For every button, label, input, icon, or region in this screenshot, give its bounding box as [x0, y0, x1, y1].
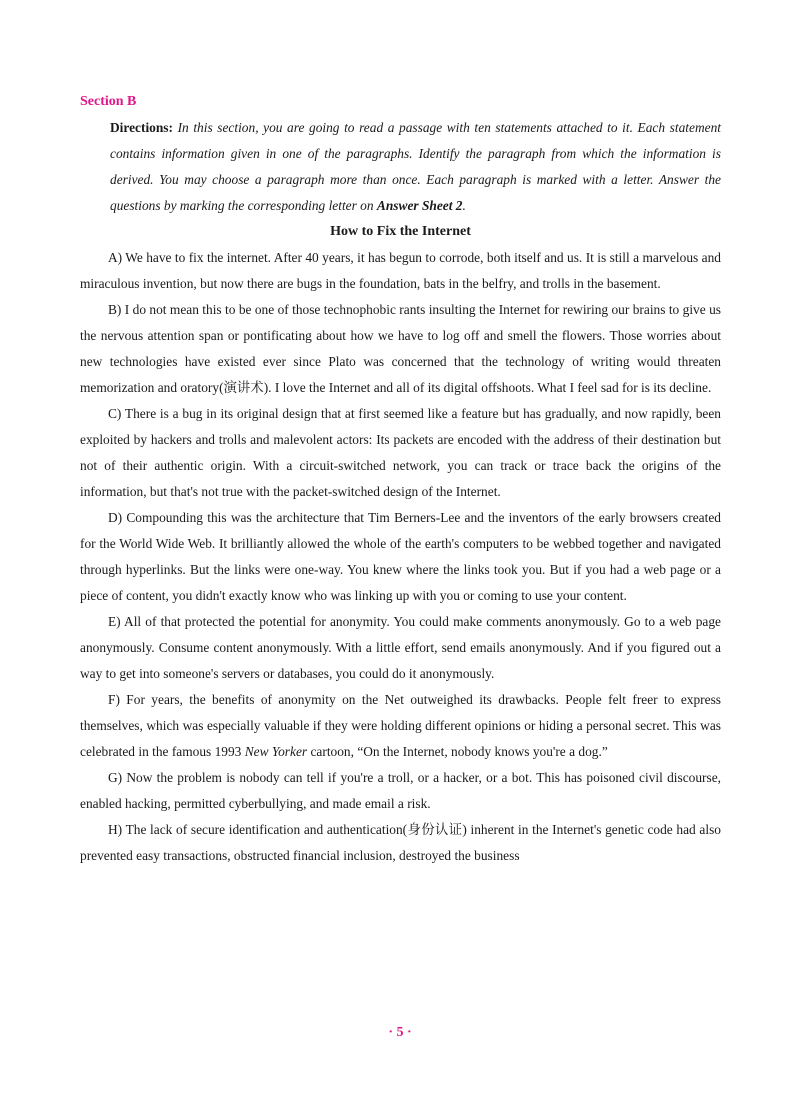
directions-text: In this section, you are going to read a passage with ten statements attached to it. Each statement contains information given in one of the paragraphs. Identify the paragraph from which the information is derived. You may choose a paragraph more than once. Each paragraph is marked with a letter. Answer the questions by marking the corresponding letter on	[110, 120, 721, 213]
directions	[80, 115, 721, 219]
answer-sheet-label: Answer Sheet 2	[376, 198, 463, 213]
paragraph-f	[80, 687, 721, 765]
directions-end: .	[462, 198, 466, 213]
paragraph-f-text-before: F) For years, the benefits of anonymity on the Net outweighed its drawbacks. People felt freer to express themselves, which was especially valuable if they were holding different opinions or hiding a personal secret. This was celebrated in the famous 1993	[80, 692, 721, 759]
paragraph-c: C) There is a bug in its original design that at first seemed like a feature but has gradually, and now rapidly, been exploited by hackers and trolls and malevolent actors: Its packets are encoded with the address of their destination but not of their authentic origin. With a circuit-switched network, you can track or trace back the origins of the information, but that's not true with the packet-switched design of the Internet.	[80, 406, 721, 499]
directions-separator: :	[168, 120, 173, 135]
page-content	[80, 89, 721, 869]
article-title: How to Fix the Internet	[330, 224, 471, 239]
paragraph-b: B) I do not mean this to be one of those technophobic rants insulting the Internet for rewiring our brains to give us the nervous attention span or pontificating about how we have to log off and smell the flowers. Those worries about new technologies have existed ever since Plato was concerned that the technology of writing would threaten memorization and oratory(演讲术). I love the Internet and all of its digital offshoots. What I feel sad for is its decline.	[80, 302, 721, 395]
new-yorker-title: New Yorker	[244, 744, 308, 759]
directions-body	[80, 115, 721, 219]
directions-label: Directions	[110, 120, 169, 135]
paragraph-a: A) We have to fix the internet. After 40 years, it has begun to corrode, both itself and us. It is still a marvelous and miraculous invention, but now there are bugs in the foundation, bats in the belfry, and trolls in the basement.	[80, 250, 721, 291]
paragraph-h: H) The lack of secure identification and authentication(身份认证) inherent in the Internet's genetic code had also prevented easy transactions, obstructed financial inclusion, destroyed the business	[80, 822, 721, 863]
paragraph-g: G) Now the problem is nobody can tell if you're a troll, or a hacker, or a bot. This has poisoned civil discourse, enabled hacking, permitted cyberbullying, and made email a risk.	[80, 770, 721, 811]
page-number: · 5 ·	[388, 1025, 412, 1040]
section-title: Section B	[80, 94, 137, 109]
paragraph-e: E) All of that protected the potential for anonymity. You could make comments anonymously. Go to a web page anonymously. Consume content anonymously. With a little effort, send emails anonymously. And if you figured out a way to get into someone's servers or databases, you could do it anonymously.	[80, 614, 721, 681]
paragraph-f-text-after: cartoon, “On the Internet, nobody knows you're a dog.”	[307, 744, 608, 759]
paragraph-d: D) Compounding this was the architecture that Tim Berners-Lee and the inventors of the early browsers created for the World Wide Web. It brilliantly allowed the whole of the earth's computers to be webbed together and navigated through hyperlinks. But the links were one-way. You knew where the links took you. But if you had a web page or a piece of content, you didn't exactly know who was linking up with you or coming to use your content.	[80, 510, 721, 603]
